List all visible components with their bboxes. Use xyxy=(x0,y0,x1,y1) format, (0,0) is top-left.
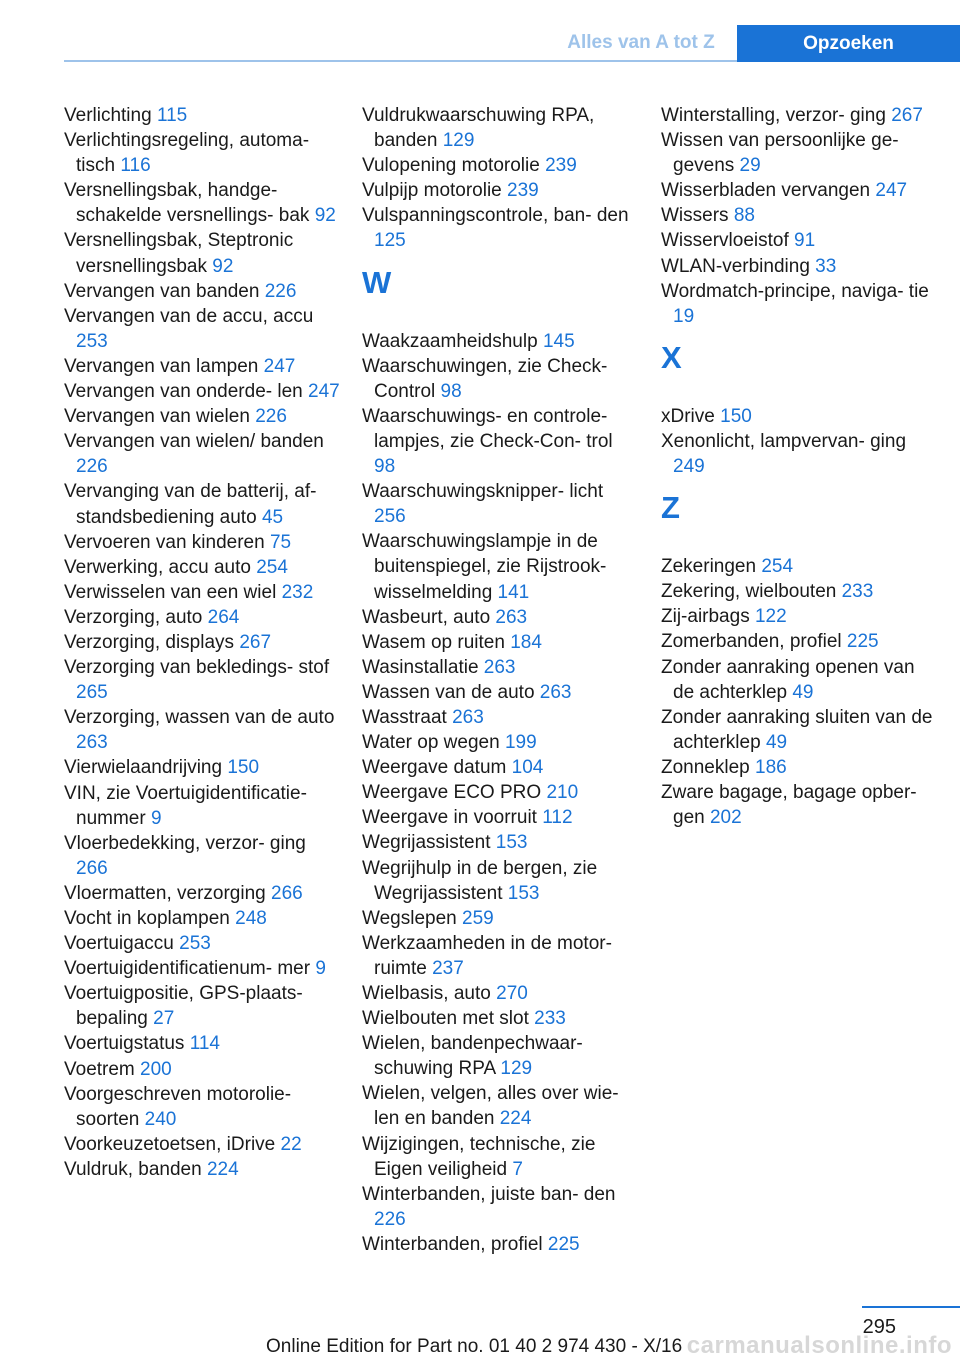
index-entry-text: Verwisselen van een wiel xyxy=(64,581,282,603)
page-link[interactable]: 247 xyxy=(263,355,296,377)
index-entry xyxy=(64,906,342,931)
page-link[interactable]: 237 xyxy=(432,957,464,979)
index-entry-text: Verzorging, wassen van de auto xyxy=(64,707,335,729)
index-entry-text: Wegrijassistent xyxy=(362,832,496,854)
index-entry-text: Vocht in koplampen xyxy=(64,908,236,929)
index-entry-text: Waarschuwings- en controle‐ lampjes, zie Check-Con‐ trol xyxy=(362,405,613,452)
index-entry xyxy=(661,780,933,830)
page-link[interactable]: 259 xyxy=(462,907,494,929)
index-entry-text: Voertuigpositie, GPS-plaats‐ bepaling xyxy=(64,983,303,1030)
index-entry-text: Winterbanden, profiel xyxy=(362,1233,548,1255)
index-entry xyxy=(64,1031,342,1056)
index-entry xyxy=(64,580,342,605)
index-entry-text: VIN, zie Voertuigidentificatie‐ nummer xyxy=(64,782,307,829)
page-link[interactable]: 254 xyxy=(256,556,288,578)
index-entry xyxy=(362,404,634,479)
index-entry xyxy=(661,228,933,253)
index-entry-text: Wegslepen xyxy=(362,907,462,929)
page-link[interactable]: 91 xyxy=(794,230,816,252)
page-link[interactable]: 224 xyxy=(499,1108,532,1130)
index-entry xyxy=(661,279,933,329)
index-entry-text: Verlichtingsregeling, automa‐ tisch xyxy=(64,130,310,177)
index-entry-text: Winterstalling, verzor‐ ging xyxy=(661,105,892,126)
index-entry-text: Wielen, bandenpechwaar‐ schuwing RPA xyxy=(362,1033,583,1080)
page-link[interactable]: 240 xyxy=(144,1108,177,1130)
index-entry xyxy=(661,755,933,780)
index-entry-text: Voorgeschreven motorolie‐ soorten xyxy=(64,1083,292,1130)
index-entry-text: Weergave in voorruit xyxy=(362,807,543,829)
page-link[interactable]: 210 xyxy=(546,782,579,804)
index-entry xyxy=(362,805,634,830)
page-link[interactable]: 153 xyxy=(507,882,540,904)
page-link[interactable]: 233 xyxy=(841,581,874,603)
index-entry xyxy=(661,128,933,178)
index-entry xyxy=(362,1006,634,1031)
index-entry-text: Versnellingsbak, Steptronic versnellingsbak xyxy=(64,230,294,277)
index-entry xyxy=(64,831,342,881)
index-entry-text: Wielen, velgen, alles over wie‐ len en banden xyxy=(362,1083,619,1130)
index-entry xyxy=(362,354,634,404)
page-link[interactable]: 104 xyxy=(511,757,544,779)
index-entry xyxy=(64,228,342,278)
page-link[interactable]: 270 xyxy=(496,983,528,1004)
page-link[interactable]: 29 xyxy=(739,155,761,177)
page-link[interactable]: 266 xyxy=(76,857,108,879)
index-entry xyxy=(362,705,634,730)
index-entry-text: Werkzaamheden in de motor‐ ruimte xyxy=(362,932,612,979)
index-entry xyxy=(362,730,634,755)
index-entry-text: Vloerbedekking, verzor‐ ging xyxy=(64,832,306,854)
index-entry-text: Voorkeuzetoetsen, iDrive xyxy=(64,1133,281,1155)
page-link[interactable]: 186 xyxy=(755,756,787,778)
index-entry xyxy=(64,630,342,655)
section-letter: X xyxy=(661,339,682,375)
page-link[interactable]: 45 xyxy=(261,506,284,528)
index-entry xyxy=(64,1132,342,1157)
index-entry xyxy=(661,579,933,604)
index-entry-text: Zonder aanraking openen van de achterklep xyxy=(661,656,915,703)
page-link[interactable]: 263 xyxy=(539,681,572,703)
index-entry-text: Vervangen van de accu, accu xyxy=(64,305,314,327)
index-entry-text: Wissen van persoonlijke ge‐ gevens xyxy=(661,130,899,177)
index-entry-text: Vervoeren van kinderen xyxy=(64,531,270,553)
index-entry-text: Vulspanningscontrole, ban‐ den xyxy=(362,205,629,227)
page-link[interactable]: 129 xyxy=(442,130,475,152)
index-entry xyxy=(64,781,342,831)
page-link[interactable]: 226 xyxy=(255,406,287,428)
index-entry-text: Waarschuwingsknipper‐ licht xyxy=(362,481,604,503)
index-entry xyxy=(661,705,933,755)
index-column-2 xyxy=(362,103,634,1257)
index-entry xyxy=(64,530,342,555)
index-entry-text: Zonneklep xyxy=(661,756,756,778)
page-link[interactable]: 247 xyxy=(308,381,340,403)
page-link[interactable]: 145 xyxy=(542,330,575,352)
index-entry xyxy=(661,604,933,629)
page-link[interactable]: 263 xyxy=(452,706,484,728)
page-link[interactable]: 92 xyxy=(314,205,336,227)
index-entry xyxy=(362,981,634,1006)
index-column-1 xyxy=(64,103,342,1182)
index-entry xyxy=(64,304,342,354)
index-entry-text: Wijzigingen, technische, zie Eigen veiligheid xyxy=(362,1133,596,1180)
index-entry xyxy=(64,881,342,906)
index-entry xyxy=(362,1132,634,1182)
index-entry-text: Voertuigstatus xyxy=(64,1033,190,1055)
page-link[interactable]: 184 xyxy=(510,631,542,653)
page-link[interactable]: 88 xyxy=(733,205,755,227)
index-entry xyxy=(362,830,634,855)
section-letter: W xyxy=(362,264,392,300)
index-entry-text: WLAN-verbinding xyxy=(661,255,816,277)
index-entry xyxy=(661,203,933,228)
page-link[interactable]: 98 xyxy=(440,380,462,402)
index-entry xyxy=(362,153,634,178)
page-link[interactable]: 122 xyxy=(754,606,787,628)
index-column-3 xyxy=(661,103,933,830)
index-entry xyxy=(661,429,933,479)
index-entry-text: Wielbasis, auto xyxy=(362,983,497,1004)
page-link[interactable]: 153 xyxy=(495,832,528,854)
index-entry xyxy=(362,1081,634,1131)
index-entry-text: xDrive xyxy=(661,405,721,427)
index-entry xyxy=(64,178,342,228)
page-link[interactable]: 19 xyxy=(673,305,695,327)
index-entry-text: Xenonlicht, lampvervan‐ ging xyxy=(661,430,907,452)
index-entry-text: Wissers xyxy=(661,205,734,227)
page-link[interactable]: 112 xyxy=(542,807,573,829)
page-link[interactable]: 247 xyxy=(875,180,908,202)
page-link[interactable]: 232 xyxy=(281,581,314,603)
page-link[interactable]: 115 xyxy=(156,105,188,126)
index-entry xyxy=(362,680,634,705)
index-entry xyxy=(362,856,634,906)
index-entry-text: Vervangen van lampen xyxy=(64,355,264,377)
index-entry-text: Wasem op ruiten xyxy=(362,631,511,653)
page-link[interactable]: 239 xyxy=(507,180,539,202)
index-entry-text: Vuldruk, banden xyxy=(64,1158,207,1180)
page-link[interactable]: 264 xyxy=(207,606,240,628)
index-entry-text: Zonder aanraking sluiten van de achterklep xyxy=(661,706,933,753)
index-entry-text: Verzorging van bekledings‐ stof xyxy=(64,657,330,679)
index-entry xyxy=(661,629,933,654)
index-entry-text: Verwerking, accu auto xyxy=(64,556,257,578)
page-link[interactable]: 226 xyxy=(374,1208,406,1230)
index-entry-text: Wegrijhulp in de bergen, zie Wegrijassistent xyxy=(362,857,598,904)
page-link[interactable]: 225 xyxy=(846,631,879,653)
page-link[interactable]: 150 xyxy=(227,757,260,779)
index-entry xyxy=(661,554,933,579)
index-entry xyxy=(362,178,634,203)
page-link[interactable]: 125 xyxy=(374,230,406,252)
page-link[interactable]: 263 xyxy=(483,656,516,678)
index-entry-text: Water op wegen xyxy=(362,732,505,754)
index-entry-text: Vervangen van onderde‐ len xyxy=(64,381,309,403)
page-link[interactable]: 249 xyxy=(673,456,705,478)
section-letter: Z xyxy=(661,490,680,526)
index-entry xyxy=(64,128,342,178)
page-link[interactable]: 263 xyxy=(495,606,528,628)
page-link[interactable]: 49 xyxy=(765,731,788,753)
index-entry xyxy=(661,254,933,279)
page-link[interactable]: 200 xyxy=(140,1058,172,1080)
page-link[interactable]: 129 xyxy=(500,1058,533,1080)
index-entry-text: Weergave datum xyxy=(362,757,512,779)
index-entry-text: Waarschuwingen, zie Check- Control xyxy=(362,355,608,402)
page-link[interactable]: 253 xyxy=(76,330,108,352)
index-entry xyxy=(64,479,342,529)
index-entry xyxy=(661,655,933,705)
index-entry-text: Wasbeurt, auto xyxy=(362,606,496,628)
index-entry-text: Voetrem xyxy=(64,1058,141,1080)
page-link[interactable]: 27 xyxy=(153,1008,175,1030)
index-entry xyxy=(64,279,342,304)
index-entry xyxy=(362,630,634,655)
index-entry xyxy=(661,178,933,203)
page-link[interactable]: 199 xyxy=(504,732,537,754)
index-entry-text: Verlichting xyxy=(64,105,157,126)
index-entry-text: Wielbouten met slot xyxy=(362,1008,535,1030)
index-entry xyxy=(64,981,342,1031)
page-link[interactable]: 49 xyxy=(792,681,814,703)
page-link[interactable]: 7 xyxy=(512,1158,523,1180)
index-entry-text: Vuldrukwaarschuwing RPA, banden xyxy=(362,105,595,152)
page-link[interactable]: 33 xyxy=(815,255,837,277)
index-entry xyxy=(64,705,342,755)
index-entry xyxy=(362,605,634,630)
page-link[interactable]: 98 xyxy=(374,456,396,478)
page-link[interactable]: 9 xyxy=(150,807,162,829)
page-link[interactable]: 22 xyxy=(280,1133,302,1155)
page-link[interactable]: 224 xyxy=(206,1158,239,1180)
page-link[interactable]: 256 xyxy=(374,506,406,528)
index-entry xyxy=(362,103,634,153)
page-link[interactable]: 248 xyxy=(235,908,267,929)
index-entry-text: Vloermatten, verzorging xyxy=(64,882,271,904)
index-entry-text: Wisserbladen vervangen xyxy=(661,180,876,202)
tab-lookup[interactable]: Opzoeken xyxy=(737,25,960,62)
page-link[interactable]: 92 xyxy=(212,255,234,277)
index-entry-text: Vervangen van wielen xyxy=(64,406,256,428)
index-entry-text: Vulpijp motorolie xyxy=(362,180,508,202)
index-entry xyxy=(661,103,933,128)
index-entry-text: Vervanging van de batterij, af‐ standsbediening auto xyxy=(64,481,317,528)
index-entry-text: Waakzaamheidshulp xyxy=(362,330,543,352)
index-entry xyxy=(661,404,933,429)
index-entry-text: Voertuigaccu xyxy=(64,933,180,955)
page-link[interactable]: 253 xyxy=(179,933,211,955)
page-link[interactable]: 226 xyxy=(76,456,108,478)
index-entry-text: Wasstraat xyxy=(362,706,453,728)
index-entry xyxy=(64,429,342,479)
index-entry-text: Vulopening motorolie xyxy=(362,155,546,177)
index-entry-text: Vierwielaandrijving xyxy=(64,757,228,779)
page-link[interactable]: 265 xyxy=(76,682,108,704)
index-entry-text: Wisservloeistof xyxy=(661,230,795,252)
index-entry xyxy=(362,329,634,354)
index-entry xyxy=(362,203,634,253)
page-link[interactable]: 202 xyxy=(709,807,742,829)
page-link[interactable]: 239 xyxy=(545,155,577,177)
page-number-rule xyxy=(862,1306,960,1308)
index-entry-text: Verzorging, displays xyxy=(64,631,240,653)
index-entry-text: Zij-airbags xyxy=(661,606,755,628)
page-link[interactable]: 116 xyxy=(120,155,151,177)
page-link[interactable]: 225 xyxy=(547,1233,580,1255)
page-link[interactable]: 114 xyxy=(189,1033,220,1055)
index-entry-text: Wordmatch-principe, naviga‐ tie xyxy=(661,280,929,302)
index-entry-text: Vervangen van wielen/ banden xyxy=(64,431,324,453)
index-entry xyxy=(64,605,342,630)
index-entry-text: Voertuigidentificatienum‐ mer xyxy=(64,958,316,980)
page-link[interactable]: 266 xyxy=(271,882,303,904)
index-entry xyxy=(362,906,634,931)
index-entry-text: Waarschuwingslampje in de buitenspiegel, zie Rijstrook‐ wisselmelding xyxy=(362,531,607,603)
index-entry xyxy=(362,1182,634,1232)
index-entry xyxy=(362,1031,634,1081)
watermark: carmanualsonline.info xyxy=(686,1332,952,1359)
index-entry xyxy=(362,655,634,680)
index-entry xyxy=(362,755,634,780)
index-entry-text: Verzorging, auto xyxy=(64,606,208,628)
page-link[interactable]: 141 xyxy=(497,581,530,603)
index-entry-text: Zomerbanden, profiel xyxy=(661,631,847,653)
index-entry xyxy=(362,780,634,805)
page-link[interactable]: 233 xyxy=(534,1008,566,1030)
index-entry xyxy=(64,755,342,780)
tab-section[interactable]: Alles van A tot Z xyxy=(567,32,715,53)
index-entry-text: Wassen van de auto xyxy=(362,681,540,703)
index-entry xyxy=(64,404,342,429)
page-link[interactable]: 254 xyxy=(761,556,794,578)
index-entry xyxy=(64,1157,342,1182)
index-entry-text: Wasinstallatie xyxy=(362,656,484,678)
index-entry-text: Vervangen van banden xyxy=(64,280,265,302)
page-link[interactable]: 75 xyxy=(269,531,292,553)
index-entry-text: Versnellingsbak, handge‐ schakelde versnellings‐ bak xyxy=(64,180,315,227)
index-entry xyxy=(64,1057,342,1082)
index-entry xyxy=(362,1232,634,1257)
page-link[interactable]: 226 xyxy=(264,280,297,302)
index-entry xyxy=(64,1082,342,1132)
index-entry xyxy=(64,354,342,379)
page-link[interactable]: 263 xyxy=(76,732,108,754)
index-entry-text: Winterbanden, juiste ban‐ den xyxy=(362,1183,616,1205)
index-entry xyxy=(64,931,342,956)
index-entry xyxy=(362,931,634,981)
index-entry-text: Weergave ECO PRO xyxy=(362,782,547,804)
index-entry xyxy=(64,555,342,580)
index-entry-text: Zekering, wielbouten xyxy=(661,581,842,603)
index-entry xyxy=(64,103,342,128)
index-entry xyxy=(64,379,342,404)
index-entry-text: Zware bagage, bagage opber‐ gen xyxy=(661,781,917,829)
edition-footer: Online Edition for Part no. 01 40 2 974 430 - X/16 xyxy=(266,1336,683,1357)
page-link[interactable]: 267 xyxy=(239,631,272,653)
index-entry xyxy=(64,655,342,705)
index-entry xyxy=(362,479,634,529)
page-link[interactable]: 9 xyxy=(315,958,326,980)
page-link[interactable]: 267 xyxy=(891,105,923,126)
index-entry xyxy=(362,529,634,604)
index-entry xyxy=(64,956,342,981)
page-link[interactable]: 150 xyxy=(720,405,752,427)
index-entry-text: Zekeringen xyxy=(661,556,762,578)
page-number: 295 xyxy=(862,1316,896,1338)
